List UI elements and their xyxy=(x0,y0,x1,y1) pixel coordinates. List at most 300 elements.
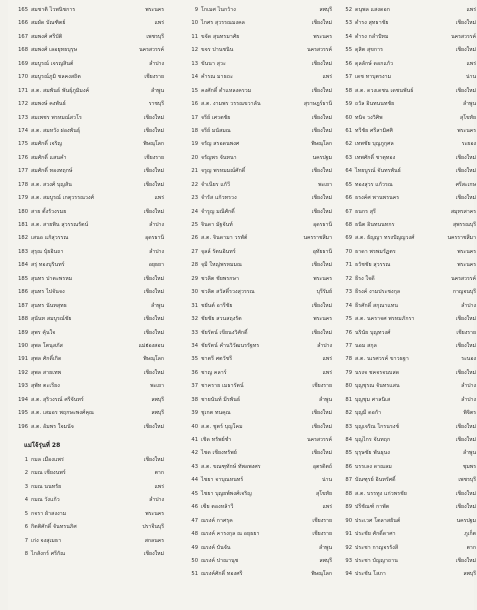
entry-name: จำรูญ มณีศักดิ์ xyxy=(201,208,235,215)
entry-name: ส.ต. อัมพร ใจมนัจ xyxy=(31,423,74,430)
entry-name: ชาญ คลาร์ xyxy=(201,369,227,376)
entry-name: ดุลลักษ์ ดอกแก้ว xyxy=(355,60,394,67)
entry-province: เชียงใหม่ xyxy=(143,457,164,463)
entry-province: เชียงราย xyxy=(312,531,332,538)
entry-province: ลำพูน xyxy=(462,101,476,108)
list-row xyxy=(184,259,332,272)
list-row xyxy=(338,394,476,407)
list-row xyxy=(14,367,164,380)
entry-province: เชียงใหม่ xyxy=(455,154,476,161)
entry-province: พิษณุโลก xyxy=(143,356,164,363)
list-row xyxy=(14,273,164,286)
entry-number: 178 xyxy=(18,181,28,188)
list-row xyxy=(184,125,332,138)
list-row xyxy=(184,179,332,192)
entry-province: เชียงใหม่ xyxy=(143,181,164,188)
entry-province: นครปฐม xyxy=(456,517,476,524)
list-row xyxy=(338,380,476,393)
list-row xyxy=(184,353,332,366)
entry-name: ชัยชัย สวนสฤงรัต xyxy=(201,316,242,323)
list-row xyxy=(184,394,332,407)
entry-province: ลำปาง xyxy=(461,396,476,403)
entry-province: ลำปาง xyxy=(149,248,164,255)
entry-name: ชวลิต สวัสดิ์รวงสุวรรณ xyxy=(201,289,255,296)
entry-province: สกลนคร xyxy=(144,537,164,544)
list-row xyxy=(14,138,164,151)
entry-province: อุดรธานี xyxy=(313,222,332,228)
list-row xyxy=(14,232,164,245)
list-row xyxy=(184,555,332,568)
list-row xyxy=(338,192,476,205)
entry-number: 74 xyxy=(345,302,352,309)
entry-number: 35 xyxy=(191,356,198,363)
list-row xyxy=(14,467,164,480)
entry-number: 13 xyxy=(191,60,198,67)
entry-name: สมศักดิ์ ทองทฤกษ์ xyxy=(31,168,73,175)
list-row xyxy=(14,421,164,434)
entry-number: 58 xyxy=(345,87,352,94)
list-row xyxy=(338,179,476,192)
entry-number: 168 xyxy=(18,47,28,54)
entry-province: ลำพูน xyxy=(150,302,164,309)
list-row xyxy=(338,300,476,313)
entry-province: อุดรธานี xyxy=(145,235,164,242)
entry-number: 25 xyxy=(191,222,198,228)
entry-number: 26 xyxy=(191,235,198,242)
entry-name: บุญชุม ศาลนิเส xyxy=(355,396,391,403)
entry-name: กมณ เชียงนพร์ xyxy=(31,470,66,477)
entry-province: ลำพูน xyxy=(462,450,476,457)
list-row xyxy=(184,165,332,178)
entry-province: เชียงใหม่ xyxy=(143,329,164,336)
entry-name: กมล เมืองแพร่ xyxy=(31,457,64,463)
entry-province: เชียงใหม่ xyxy=(455,47,476,54)
entry-name: กิตติศักดิ์ จันทรนภิศ xyxy=(31,524,77,531)
list-row xyxy=(14,548,164,561)
entry-province: พระนคร xyxy=(313,33,332,40)
entry-name: ทองสุวร แก้วรณ xyxy=(355,181,393,188)
list-row xyxy=(14,394,164,407)
entry-number: 193 xyxy=(18,383,28,390)
list-row xyxy=(184,286,332,299)
list-row xyxy=(338,138,476,151)
entry-number: 64 xyxy=(345,168,352,175)
list-row xyxy=(14,44,164,57)
entry-number: 87 xyxy=(345,477,352,484)
entry-province: ลำพูน xyxy=(318,396,332,403)
entry-number: 8 xyxy=(24,551,28,558)
entry-number: 7 xyxy=(24,537,28,544)
entry-number: 14 xyxy=(191,74,198,81)
entry-name: ทวีชัย ศรีสามิศศิ xyxy=(355,127,393,134)
entry-number: 44 xyxy=(191,477,198,484)
entry-name: ธนิต อินทนนทกร xyxy=(355,222,395,228)
entry-name: บุญไกร จันทฤก xyxy=(355,437,391,443)
entry-name: ส.ต. สมบูรณ์ เกตุวรรณวงศ์ xyxy=(31,195,95,202)
entry-number: 76 xyxy=(345,329,352,336)
entry-name: สมศักดิ์ แสนคำ xyxy=(31,154,67,161)
entry-number: 63 xyxy=(345,154,352,161)
entry-name: ณรงค์ ปาณานุช xyxy=(201,557,239,564)
entry-province: แพร่ xyxy=(322,504,332,511)
entry-number: 86 xyxy=(345,463,352,470)
entry-name: สุพัท ตะเรียง xyxy=(31,383,60,390)
entry-number: 91 xyxy=(345,531,352,538)
entry-province: เชียงราย xyxy=(312,517,332,524)
entry-province: ลำปาง xyxy=(149,60,164,67)
entry-number: 186 xyxy=(18,289,28,296)
entry-name: สุพล โตนุสภัส xyxy=(31,342,63,349)
entry-name: นรงจ ชคจรจนบสด xyxy=(355,369,400,376)
list-row xyxy=(338,313,476,326)
entry-name: เซีย ตองหล้าวี xyxy=(201,504,234,511)
entry-number: 24 xyxy=(191,208,198,215)
entry-province: เชียงใหม่ xyxy=(311,450,332,457)
entry-name: ดนุพล แสงดอก xyxy=(355,7,390,13)
entry-province: ภูเก็ต xyxy=(464,531,476,538)
entry-number: 55 xyxy=(345,47,352,54)
entry-number: 82 xyxy=(345,410,352,417)
list-row xyxy=(184,17,332,30)
entry-name: ชยันต์ อารีชัย xyxy=(201,302,233,309)
entry-province: เชียงใหม่ xyxy=(311,410,332,417)
list-row xyxy=(14,71,164,84)
entry-name: กจรา ผ้าสงงาม xyxy=(31,510,67,517)
entry-name: จำเนียร แก้วี xyxy=(201,181,231,188)
entry-province: ลพบุรี xyxy=(319,557,332,564)
entry-name: ชูเกต ทนคุณ xyxy=(201,410,231,417)
list-row xyxy=(184,112,332,125)
entry-name: ธวัชชัย สุวรรณ xyxy=(355,262,391,269)
entry-name: ดำรง กลำปัทม xyxy=(355,33,389,40)
entry-number: 66 xyxy=(345,195,352,202)
entry-number: 176 xyxy=(18,154,28,161)
entry-province: เชียงราย xyxy=(144,74,164,81)
entry-province: แพร่ xyxy=(322,74,332,81)
entry-name: บัณฑุรย์ อินทรัศดิ์ xyxy=(355,477,396,484)
list-row xyxy=(14,17,164,30)
entry-province: พระนคร xyxy=(457,262,476,269)
entry-name: เทพศักดิ์ ชาตุทอง xyxy=(355,154,396,161)
entry-name: เดช ทาบุตรงาม xyxy=(355,74,392,81)
list-row xyxy=(184,98,332,111)
entry-number: 50 xyxy=(191,557,198,564)
entry-name: ไกศร สุวรรณมงคล xyxy=(201,20,245,27)
list-row xyxy=(338,528,476,541)
entry-name: สุนทร ปาตะพรหม xyxy=(31,275,73,282)
list-row xyxy=(338,568,476,581)
list-row xyxy=(14,300,164,313)
entry-number: 181 xyxy=(18,222,28,228)
entry-province: พระนคร xyxy=(313,275,332,282)
entry-number: 32 xyxy=(191,316,198,323)
entry-number: 166 xyxy=(18,20,28,27)
entry-name: ประชา บัญญาถาน xyxy=(355,557,398,564)
entry-name: ชาตรี ศตวัชรี xyxy=(201,356,233,363)
entry-name: บุญเจริณ ไกรนรงช์ xyxy=(355,423,400,430)
entry-province: สุโขทัย xyxy=(316,490,332,497)
entry-province: แพร่ xyxy=(322,369,332,376)
list-row xyxy=(184,273,332,286)
entry-province: นครราชสีมา xyxy=(303,235,332,242)
entry-name: เก่ง จงสุเมธา xyxy=(31,537,62,544)
entry-province: เชียงใหม่ xyxy=(311,329,332,336)
entry-number: 189 xyxy=(18,329,28,336)
entry-name: ส.ต. ชูตร์ บุญโคม xyxy=(201,423,243,430)
entry-name: จรูญ พรหมมณ์ศักดิ์ xyxy=(201,168,246,175)
entry-province: เชียงใหม่ xyxy=(143,316,164,323)
entry-province: แพร่ xyxy=(154,483,164,490)
entry-province: พิจิตร xyxy=(463,410,476,417)
list-row xyxy=(14,340,164,353)
entry-province: เชียงใหม่ xyxy=(311,87,332,94)
entry-number: 94 xyxy=(345,571,352,578)
entry-province: สุพรรณบุรี xyxy=(452,222,476,228)
entry-name: สุนันท สมบูรณ์ชัย xyxy=(31,316,72,323)
entry-province: พะเยา xyxy=(318,181,332,188)
list-row xyxy=(184,501,332,514)
list-row xyxy=(338,367,476,380)
entry-province: ชุมพร xyxy=(462,463,476,470)
entry-name: สุนทร ไปจันจง xyxy=(31,289,65,296)
entry-name: โกเมศ ไนกว้าง xyxy=(201,7,236,13)
entry-province: นครสวรรค์ xyxy=(307,47,332,54)
entry-province: ลำพูน xyxy=(150,87,164,94)
entry-name: สมเพชร พรหมณ์สวโร xyxy=(31,114,82,121)
entry-number: 29 xyxy=(191,275,198,282)
entry-number: 61 xyxy=(345,127,352,134)
entry-number: 190 xyxy=(18,342,28,349)
entry-number: 10 xyxy=(191,20,198,27)
list-row xyxy=(184,407,332,420)
list-row xyxy=(14,521,164,534)
entry-name: สุพร คุ้นใจ xyxy=(31,329,56,336)
list-row xyxy=(14,219,164,232)
entry-number: 180 xyxy=(18,208,28,215)
list-row xyxy=(14,179,164,192)
list-row xyxy=(338,474,476,487)
entry-number: 28 xyxy=(191,262,198,269)
entry-name: ทนิจ วงวิศิพ xyxy=(355,114,383,121)
entry-name: สุพล ศักดิ์เกิด xyxy=(31,356,62,363)
entry-name: สมศักดิ์ เจริญ xyxy=(31,141,63,148)
entry-province: เชียงใหม่ xyxy=(455,87,476,94)
list-row xyxy=(184,340,332,353)
entry-number: 6 xyxy=(24,524,28,531)
entry-name: กมณ วังแก้ว xyxy=(31,497,60,504)
entry-number: 175 xyxy=(18,141,28,148)
entry-number: 41 xyxy=(191,437,198,443)
entry-number: 40 xyxy=(191,423,198,430)
list-row xyxy=(338,353,476,366)
entry-province: แพร่ xyxy=(154,20,164,27)
entry-province: พระนคร xyxy=(457,127,476,134)
entry-number: 57 xyxy=(345,74,352,81)
list-row xyxy=(14,4,164,17)
list-row xyxy=(14,85,164,98)
list-row xyxy=(184,4,332,17)
entry-province: ระยอง xyxy=(461,141,476,148)
entry-province: นครปฐม xyxy=(312,154,332,161)
list-row xyxy=(14,58,164,71)
entry-name: ส.ต. ดวงเดชน เดชนพันธ์ xyxy=(355,87,414,94)
list-row xyxy=(338,340,476,353)
entry-province: เพชรบุรี xyxy=(458,477,476,484)
entry-province: ลพบุรี xyxy=(319,7,332,13)
list-row xyxy=(338,246,476,259)
entry-number: 167 xyxy=(18,33,28,40)
list-row xyxy=(14,481,164,494)
list-row xyxy=(184,327,332,340)
entry-number: 172 xyxy=(18,101,28,108)
entry-province: เชียงใหม่ xyxy=(143,114,164,121)
entry-number: 30 xyxy=(191,289,198,296)
list-row xyxy=(338,125,476,138)
entry-number: 92 xyxy=(345,544,352,551)
list-row xyxy=(184,300,332,313)
entry-number: 169 xyxy=(18,60,28,67)
entry-province: เชียงใหม่ xyxy=(143,275,164,282)
entry-name: เสนอ แก้สุวรรณ xyxy=(31,235,69,242)
list-row xyxy=(338,555,476,568)
entry-province: เชียงใหม่ xyxy=(311,208,332,215)
entry-number: 49 xyxy=(191,544,198,551)
entry-province: อยุธยา xyxy=(148,262,164,269)
entry-name: ไชด เชียงทรัพย์ xyxy=(201,450,237,457)
entry-number: 54 xyxy=(345,33,352,40)
entry-number: 177 xyxy=(18,168,28,175)
list-row xyxy=(14,165,164,178)
list-row xyxy=(338,434,476,447)
entry-name: เทพชัย บุญภูกุศล xyxy=(355,141,394,148)
entry-name: จรีย์ เศวตชัย xyxy=(201,114,231,121)
entry-number: 17 xyxy=(191,114,198,121)
entry-province: พระนคร xyxy=(145,510,164,517)
entry-number: 45 xyxy=(191,490,198,497)
entry-name: บรรเลง ดาณลม xyxy=(355,463,392,470)
entry-number: 1 xyxy=(24,457,28,463)
entry-province: เชียงใหม่ xyxy=(455,342,476,349)
list-row xyxy=(14,206,164,219)
entry-number: 83 xyxy=(345,423,352,430)
entry-province: เชียงใหม่ xyxy=(311,127,332,134)
entry-name: ส.ต. นเรศวรค์ ขาวธฐา xyxy=(355,356,409,363)
entry-name: ชัยรัตน์ เขียนงวิศักดิ์ xyxy=(201,329,248,336)
list-row xyxy=(338,542,476,555)
entry-number: 21 xyxy=(191,168,198,175)
entry-number: 37 xyxy=(191,383,198,390)
entry-name: สมผัด บัณฑิตย์ xyxy=(31,20,66,27)
entry-number: 39 xyxy=(191,410,198,417)
list-row xyxy=(338,232,476,245)
entry-name: จรัญพร จันทนา xyxy=(201,154,237,161)
entry-number: 33 xyxy=(191,329,198,336)
entry-name: ชายนันท์ มีรพันธ์ xyxy=(201,396,241,403)
entry-province: เชียงใหม่ xyxy=(455,423,476,430)
entry-province: พระนคร xyxy=(145,7,164,13)
list-row xyxy=(338,206,476,219)
list-row xyxy=(338,286,476,299)
entry-number: 88 xyxy=(345,490,352,497)
list-row xyxy=(184,542,332,555)
entry-name: นรินัย บุญทวงศ์ xyxy=(355,329,391,336)
entry-province: ราชบุรี xyxy=(148,101,164,108)
list-row xyxy=(184,206,332,219)
entry-name: ประเวศ โตลาสยันต์ xyxy=(355,517,401,524)
entry-province: ลำพูน xyxy=(318,544,332,551)
entry-number: 12 xyxy=(191,47,198,54)
entry-name: ปรีชัณฑ์ กาพัต xyxy=(355,504,390,511)
entry-province: เชียงใหม่ xyxy=(311,423,332,430)
entry-number: 11 xyxy=(191,33,198,40)
entry-name: จินดา มัฐจันท์ xyxy=(201,222,233,228)
entry-name: ณรงค์ กาศรุค xyxy=(201,517,233,524)
entry-number: 89 xyxy=(345,504,352,511)
entry-province: เชียงใหม่ xyxy=(143,208,164,215)
list-row xyxy=(338,515,476,528)
list-row xyxy=(338,31,476,44)
list-row xyxy=(338,421,476,434)
list-row xyxy=(184,44,332,57)
entry-number: 191 xyxy=(18,356,28,363)
entry-number: 51 xyxy=(191,571,198,578)
entry-province: ลำปาง xyxy=(461,383,476,390)
entry-name: ส.ต. ขณฑุทักษ์ ทัพอพงศร xyxy=(201,463,261,470)
list-row xyxy=(14,353,164,366)
entry-number: 62 xyxy=(345,141,352,148)
list-row xyxy=(184,232,332,245)
entry-name: สรุ่ ทองบุรินทร์ xyxy=(31,262,65,269)
list-row xyxy=(184,85,332,98)
entry-province: แพร่ xyxy=(322,356,332,363)
entry-name: ธรงค์ศ พานพรนคร xyxy=(355,195,400,202)
list-row xyxy=(14,112,164,125)
entry-province: แม่ฮ่องสอน xyxy=(138,342,164,349)
entry-province: ลำปาง xyxy=(461,302,476,309)
list-row xyxy=(184,488,332,501)
entry-number: 47 xyxy=(191,517,198,524)
entry-name: ประชัย ศักดิ์ดาศา xyxy=(355,531,396,538)
entry-number: 56 xyxy=(345,60,352,67)
entry-name: ธนกร สุรี xyxy=(355,208,376,215)
entry-number: 165 xyxy=(18,7,28,13)
entry-province: เชียงใหม่ xyxy=(311,195,332,202)
entry-province: สุโขทัย xyxy=(460,114,476,121)
entry-name: ณรงค์ บันจัน xyxy=(201,544,231,551)
entry-number: 70 xyxy=(345,248,352,255)
list-row xyxy=(184,515,332,528)
entry-number: 23 xyxy=(191,195,198,202)
list-row xyxy=(184,138,332,151)
entry-province: น่าน xyxy=(465,74,476,81)
entry-province: เชียงใหม่ xyxy=(143,423,164,430)
entry-province: พิษณุโลก xyxy=(143,141,164,148)
list-row xyxy=(184,219,332,232)
entry-province: น่าน xyxy=(321,477,332,484)
entry-province: ลพบุรี xyxy=(463,571,476,578)
list-row xyxy=(14,313,164,326)
entry-province: เชียงราย xyxy=(144,154,164,161)
entry-number: 170 xyxy=(18,74,28,81)
entry-name: สุพล สายเทพ xyxy=(31,369,62,376)
entry-number: 93 xyxy=(345,557,352,564)
entry-name: ขันนา สุวะ xyxy=(201,60,226,67)
list-row xyxy=(14,380,164,393)
entry-name: สาย ตั้งรัวงรมย xyxy=(31,208,67,215)
entry-number: 60 xyxy=(345,114,352,121)
entry-number: 9 xyxy=(194,7,198,13)
entry-province: เชียงใหม่ xyxy=(143,127,164,134)
